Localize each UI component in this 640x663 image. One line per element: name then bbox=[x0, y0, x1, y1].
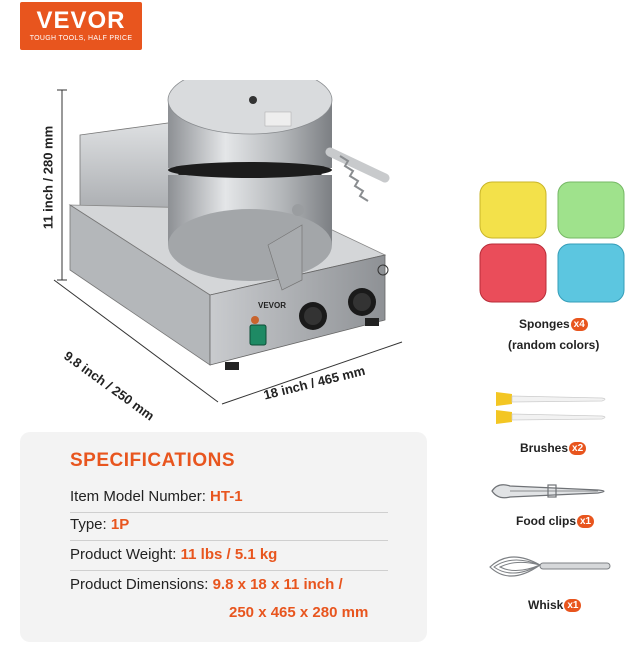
spec-row-dimensions-metric: 250 x 465 x 280 mm bbox=[229, 604, 369, 621]
whisk-illustration bbox=[486, 550, 616, 584]
accessory-label-food-clips: Food clips x1 bbox=[516, 514, 594, 528]
foot bbox=[225, 362, 239, 370]
qty-badge: x4 bbox=[571, 318, 588, 331]
qty-badge: x1 bbox=[577, 515, 594, 528]
brand-name: VEVOR bbox=[36, 7, 126, 34]
specifications-title: SPECIFICATIONS bbox=[70, 450, 235, 471]
height-dimension-label: 11 inch / 280 mm bbox=[40, 125, 56, 230]
accessory-label-brushes: Brushes x2 bbox=[520, 441, 586, 455]
sponges-note: (random colors) bbox=[508, 338, 600, 352]
accessory-label-sponges: Sponges x4 bbox=[519, 317, 588, 331]
divider bbox=[70, 540, 388, 541]
power-switch bbox=[250, 325, 266, 345]
foot bbox=[365, 318, 379, 326]
sponges-illustration bbox=[478, 178, 628, 308]
spec-row-weight: Product Weight: 11 lbs / 5.1 kg bbox=[70, 546, 278, 563]
qty-badge: x1 bbox=[564, 599, 581, 612]
accessory-label-whisk: Whisk x1 bbox=[528, 598, 581, 612]
panel-brand: VEVOR bbox=[258, 301, 287, 310]
indicator-light bbox=[251, 316, 259, 324]
width-dimension-label: 18 inch / 465 mm bbox=[262, 362, 367, 403]
spec-row-type: Type: 1P bbox=[70, 516, 130, 533]
brushes-illustration bbox=[490, 386, 610, 430]
divider bbox=[70, 512, 388, 513]
spec-row-dimensions: Product Dimensions: 9.8 x 18 x 11 inch / bbox=[70, 576, 343, 593]
depth-dimension-label: 9.8 inch / 250 mm bbox=[61, 348, 158, 424]
divider bbox=[70, 570, 388, 571]
brand-logo bbox=[20, 2, 142, 50]
waffle-maker-illustration bbox=[40, 80, 440, 410]
spec-row-model: Item Model Number: HT-1 bbox=[70, 488, 243, 505]
brand-tagline: TOUGH TOOLS, HALF PRICE bbox=[29, 35, 133, 42]
food-clips-illustration bbox=[488, 478, 613, 504]
handle bbox=[330, 152, 385, 201]
qty-badge: x2 bbox=[569, 442, 586, 455]
